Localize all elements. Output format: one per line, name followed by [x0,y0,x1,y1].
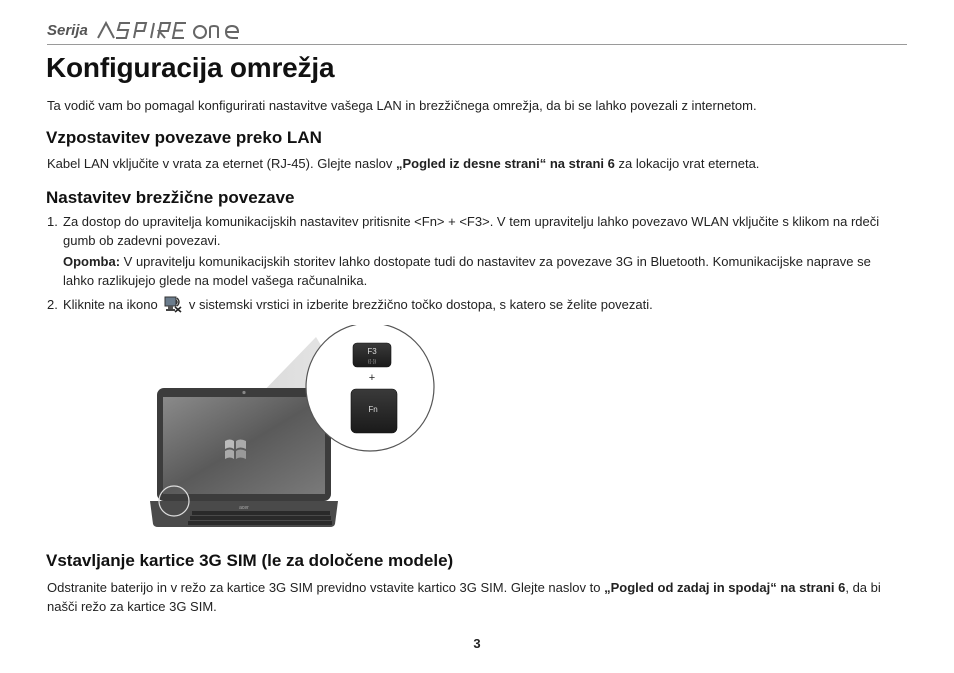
webcam [242,391,245,394]
sim-heading: Vstavljanje kartice 3G SIM (le za določene modele) [46,551,454,570]
wireless-tray-icon [163,295,183,313]
page-header [47,18,284,42]
lan-heading: Vzpostavitev povezave preko LAN [46,128,322,147]
page-number: 3 [473,636,481,651]
series-label: Serija [47,21,88,39]
laptop-fn-f3-illustration [130,325,450,535]
keyboard [188,511,332,525]
step-1: 1. Za dostop do upravitelja komunikacijskih nastavitev pritisnite <Fn> + <F3>. V tem upravitelju lahko povezavo WLAN vključite s klikom na rdeči gumb ob zadevni povezavi. [47,214,880,248]
step-2: 2. Kliknite na ikono v sistemski vrstici in izberite brezžično točko dostopa, s katero se želite povezati. [47,297,653,312]
wireless-key-icon: ((·)) [367,359,377,365]
lan-text: Kabel LAN vključite v vrata za eternet (RJ-45). Glejte naslov „Pogled iz desne strani“ na strani 6 za lokacijo vrat eterneta. [47,156,760,171]
fn-key-label: Fn [368,405,378,414]
f3-key-label: F3 [367,347,377,356]
header-rule [47,44,907,45]
acer-logo: acer [239,505,249,511]
aspire-one-logo [94,18,284,42]
page-title: Konfiguracija omrežja [46,52,335,83]
sim-text: Odstranite baterijo in v režo za kartice 3G SIM previdno vstavite kartico 3G SIM. Glejte naslov to „Pogled od zadaj in spodaj“ na strani 6, da bi našči režo za kartice 3G SIM. [47,580,881,614]
note-label: Opomba: [63,254,121,269]
lan-reference: „Pogled iz desne strani“ na strani 6 [395,156,615,171]
sim-reference: „Pogled od zadaj in spodaj“ na strani 6 [604,580,846,595]
plus-sign: + [368,372,376,384]
wireless-heading: Nastavitev brezžične povezave [46,188,295,207]
note: Opomba: V upravitelju komunikacijskih storitev lahko dostopate tudi do nastavitev za povezave 3G in Bluetooth. Komunikacijske naprave se lahko razlikujejo glede na model vašega računalnika. [63,254,871,288]
intro-text: Ta vodič vam bo pomagal konfigurirati nastavitve vašega LAN in brezžičnega omrežja, da bi se lahko povezali z internetom. [47,98,757,113]
